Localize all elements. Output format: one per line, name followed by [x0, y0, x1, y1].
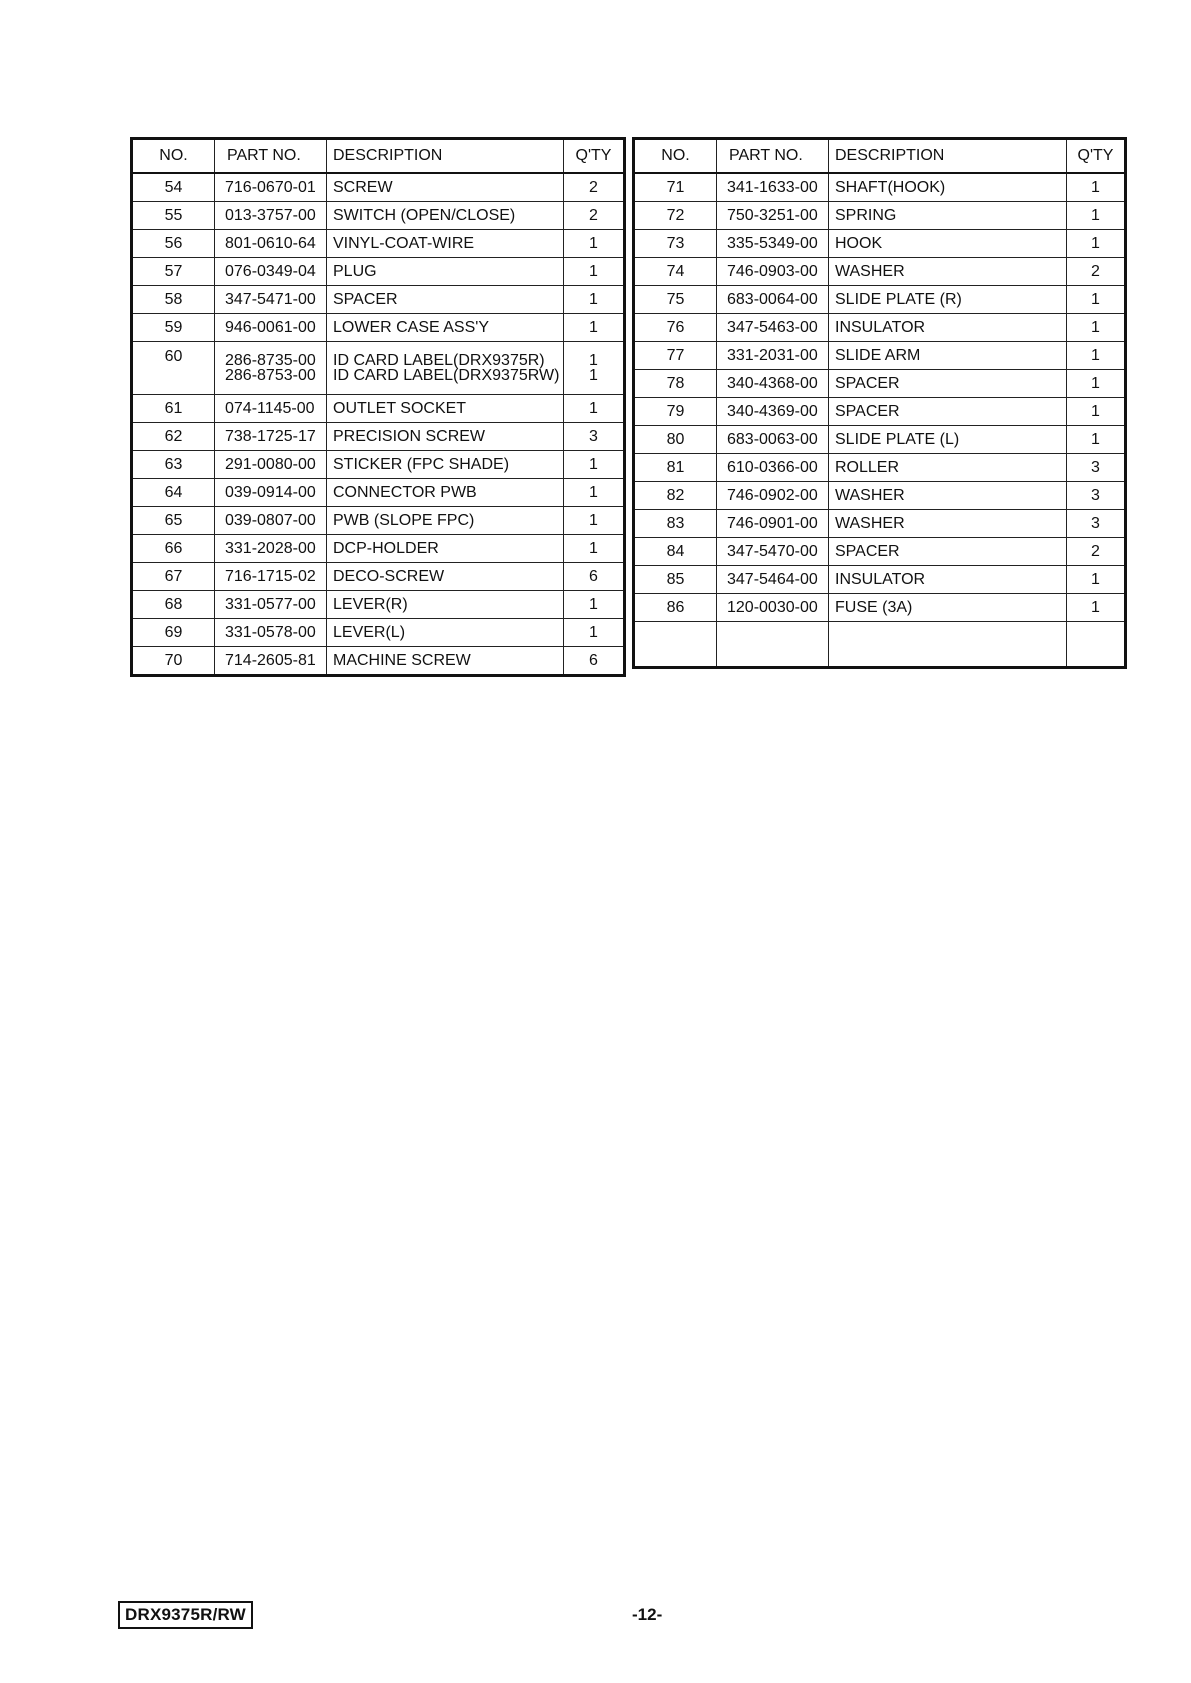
table-row	[132, 619, 625, 647]
row-part-no: 746-0903-00	[717, 258, 829, 286]
table-row	[132, 535, 625, 563]
table-header-row	[132, 139, 625, 174]
row-no: 63	[132, 451, 215, 479]
row-part-no: 039-0914-00	[215, 479, 327, 507]
row-qty: 1	[1067, 426, 1126, 454]
row-part-no	[215, 342, 327, 395]
row-qty: 1	[564, 286, 625, 314]
row-part-no: 039-0807-00	[215, 507, 327, 535]
row-qty: 1	[1067, 230, 1126, 258]
table-row	[634, 314, 1126, 342]
row-no: 54	[132, 173, 215, 202]
qty-line-2: 1	[589, 367, 598, 384]
row-description: INSULATOR	[829, 314, 1067, 342]
row-qty: 1	[1067, 398, 1126, 426]
row-qty: 6	[564, 647, 625, 676]
row-part-no: 683-0064-00	[717, 286, 829, 314]
row-no: 61	[132, 395, 215, 423]
row-part-no: 610-0366-00	[717, 454, 829, 482]
table-row	[634, 173, 1126, 202]
row-part-no: 946-0061-00	[215, 314, 327, 342]
row-no: 80	[634, 426, 717, 454]
row-part-no: 013-3757-00	[215, 202, 327, 230]
row-description: VINYL-COAT-WIRE	[327, 230, 564, 258]
table-row	[132, 563, 625, 591]
table-row	[634, 342, 1126, 370]
row-no: 60	[132, 342, 215, 395]
row-no: 78	[634, 370, 717, 398]
row-qty: 1	[1067, 314, 1126, 342]
row-no: 68	[132, 591, 215, 619]
row-no: 67	[132, 563, 215, 591]
table-row	[132, 647, 625, 676]
row-no: 85	[634, 566, 717, 594]
header-qty: Q'TY	[564, 139, 625, 174]
row-part-no: 074-1145-00	[215, 395, 327, 423]
row-no: 75	[634, 286, 717, 314]
row-qty: 1	[564, 507, 625, 535]
row-description: SWITCH (OPEN/CLOSE)	[327, 202, 564, 230]
table-row	[132, 342, 625, 395]
row-description: WASHER	[829, 482, 1067, 510]
row-qty: 1	[564, 258, 625, 286]
row-qty: 1	[564, 535, 625, 563]
row-qty: 2	[564, 202, 625, 230]
empty-cell	[829, 622, 1067, 668]
empty-cell	[717, 622, 829, 668]
row-description: LEVER(R)	[327, 591, 564, 619]
row-no: 72	[634, 202, 717, 230]
row-description: SPACER	[829, 538, 1067, 566]
table-row	[132, 395, 625, 423]
row-no: 69	[132, 619, 215, 647]
row-no: 84	[634, 538, 717, 566]
row-no: 55	[132, 202, 215, 230]
row-part-no: 347-5470-00	[717, 538, 829, 566]
row-part-no: 738-1725-17	[215, 423, 327, 451]
row-part-no: 331-2028-00	[215, 535, 327, 563]
row-no: 62	[132, 423, 215, 451]
row-qty: 2	[1067, 258, 1126, 286]
row-description: STICKER (FPC SHADE)	[327, 451, 564, 479]
row-part-no: 331-0578-00	[215, 619, 327, 647]
row-qty: 1	[564, 230, 625, 258]
row-description: INSULATOR	[829, 566, 1067, 594]
empty-cell	[634, 622, 717, 668]
row-qty: 3	[1067, 482, 1126, 510]
table-row	[634, 286, 1126, 314]
table-row	[634, 454, 1126, 482]
row-no: 77	[634, 342, 717, 370]
qty-line-1: 1	[589, 352, 598, 369]
row-description: SLIDE ARM	[829, 342, 1067, 370]
row-qty: 1	[564, 619, 625, 647]
row-description: ROLLER	[829, 454, 1067, 482]
row-description: CONNECTOR PWB	[327, 479, 564, 507]
row-part-no: 347-5471-00	[215, 286, 327, 314]
row-description: PRECISION SCREW	[327, 423, 564, 451]
table-row	[132, 258, 625, 286]
table-header-row	[634, 139, 1126, 174]
row-qty	[564, 342, 625, 395]
row-part-no: 716-1715-02	[215, 563, 327, 591]
header-part-no: PART NO.	[215, 139, 327, 174]
table-row	[634, 594, 1126, 622]
header-no: NO.	[132, 139, 215, 174]
row-part-no: 076-0349-04	[215, 258, 327, 286]
row-no: 57	[132, 258, 215, 286]
table-row	[634, 370, 1126, 398]
row-part-no: 335-5349-00	[717, 230, 829, 258]
table-row	[634, 482, 1126, 510]
row-qty: 2	[1067, 538, 1126, 566]
table-row	[132, 451, 625, 479]
row-part-no: 341-1633-00	[717, 173, 829, 202]
row-qty: 1	[1067, 566, 1126, 594]
row-description: HOOK	[829, 230, 1067, 258]
table-row	[634, 398, 1126, 426]
row-description: SCREW	[327, 173, 564, 202]
table-row	[132, 423, 625, 451]
row-no: 83	[634, 510, 717, 538]
row-part-no: 120-0030-00	[717, 594, 829, 622]
row-no: 64	[132, 479, 215, 507]
row-no: 81	[634, 454, 717, 482]
row-part-no: 347-5463-00	[717, 314, 829, 342]
table-row	[634, 426, 1126, 454]
row-description: WASHER	[829, 510, 1067, 538]
row-description: SLIDE PLATE (R)	[829, 286, 1067, 314]
table-row	[634, 566, 1126, 594]
row-no: 79	[634, 398, 717, 426]
row-no: 71	[634, 173, 717, 202]
row-no: 58	[132, 286, 215, 314]
row-qty: 2	[564, 173, 625, 202]
row-no: 74	[634, 258, 717, 286]
row-part-no: 716-0670-01	[215, 173, 327, 202]
header-no: NO.	[634, 139, 717, 174]
row-description: SPACER	[829, 370, 1067, 398]
row-no: 59	[132, 314, 215, 342]
table-row	[634, 202, 1126, 230]
header-description: DESCRIPTION	[829, 139, 1067, 174]
header-part-no: PART NO.	[717, 139, 829, 174]
row-qty: 1	[564, 451, 625, 479]
row-part-no: 340-4369-00	[717, 398, 829, 426]
row-part-no: 714-2605-81	[215, 647, 327, 676]
parts-table-right	[632, 137, 1127, 669]
row-qty: 1	[1067, 286, 1126, 314]
header-description: DESCRIPTION	[327, 139, 564, 174]
row-description: SPRING	[829, 202, 1067, 230]
table-row	[132, 479, 625, 507]
part-no-line-2: 286-8753-00	[225, 367, 316, 384]
table-row	[132, 202, 625, 230]
row-no: 86	[634, 594, 717, 622]
table-row	[634, 538, 1126, 566]
row-qty: 1	[1067, 173, 1126, 202]
row-no: 66	[132, 535, 215, 563]
table-row	[634, 258, 1126, 286]
row-description: SPACER	[829, 398, 1067, 426]
row-description: PLUG	[327, 258, 564, 286]
row-qty: 1	[1067, 370, 1126, 398]
table-row	[132, 173, 625, 202]
row-no: 70	[132, 647, 215, 676]
row-description: OUTLET SOCKET	[327, 395, 564, 423]
row-qty: 1	[564, 314, 625, 342]
row-description: SPACER	[327, 286, 564, 314]
row-description: SHAFT(HOOK)	[829, 173, 1067, 202]
description-line-2: ID CARD LABEL(DRX9375RW)	[333, 367, 560, 384]
row-no: 65	[132, 507, 215, 535]
table-row-empty	[634, 622, 1126, 668]
row-qty: 3	[1067, 510, 1126, 538]
row-part-no: 291-0080-00	[215, 451, 327, 479]
row-qty: 6	[564, 563, 625, 591]
empty-cell	[1067, 622, 1126, 668]
row-description: DCP-HOLDER	[327, 535, 564, 563]
row-part-no: 801-0610-64	[215, 230, 327, 258]
row-qty: 1	[564, 479, 625, 507]
row-qty: 1	[1067, 202, 1126, 230]
header-qty: Q'TY	[1067, 139, 1126, 174]
row-part-no: 331-0577-00	[215, 591, 327, 619]
row-part-no: 746-0901-00	[717, 510, 829, 538]
table-row	[132, 230, 625, 258]
row-qty: 1	[564, 395, 625, 423]
row-part-no: 683-0063-00	[717, 426, 829, 454]
row-description: LEVER(L)	[327, 619, 564, 647]
row-description: WASHER	[829, 258, 1067, 286]
row-qty: 1	[1067, 594, 1126, 622]
row-description: SLIDE PLATE (L)	[829, 426, 1067, 454]
table-row	[132, 591, 625, 619]
row-no: 82	[634, 482, 717, 510]
table-row	[132, 286, 625, 314]
row-part-no: 331-2031-00	[717, 342, 829, 370]
part-no-line-1: 286-8735-00	[225, 352, 316, 369]
row-description: LOWER CASE ASS'Y	[327, 314, 564, 342]
row-description: PWB (SLOPE FPC)	[327, 507, 564, 535]
row-no: 56	[132, 230, 215, 258]
description-line-1: ID CARD LABEL(DRX9375R)	[333, 352, 545, 369]
table-row	[634, 230, 1126, 258]
row-description	[327, 342, 564, 395]
row-qty: 1	[564, 591, 625, 619]
table-row	[132, 314, 625, 342]
row-description: FUSE (3A)	[829, 594, 1067, 622]
row-qty: 3	[1067, 454, 1126, 482]
row-no: 76	[634, 314, 717, 342]
row-description: DECO-SCREW	[327, 563, 564, 591]
row-description: MACHINE SCREW	[327, 647, 564, 676]
row-part-no: 750-3251-00	[717, 202, 829, 230]
parts-table-left	[130, 137, 626, 677]
row-part-no: 347-5464-00	[717, 566, 829, 594]
page-number: -12-	[632, 1605, 663, 1624]
table-row	[634, 510, 1126, 538]
row-qty: 1	[1067, 342, 1126, 370]
row-part-no: 746-0902-00	[717, 482, 829, 510]
table-row	[132, 507, 625, 535]
row-part-no: 340-4368-00	[717, 370, 829, 398]
model-badge: DRX9375R/RW	[118, 1601, 253, 1629]
row-no: 73	[634, 230, 717, 258]
row-qty: 3	[564, 423, 625, 451]
